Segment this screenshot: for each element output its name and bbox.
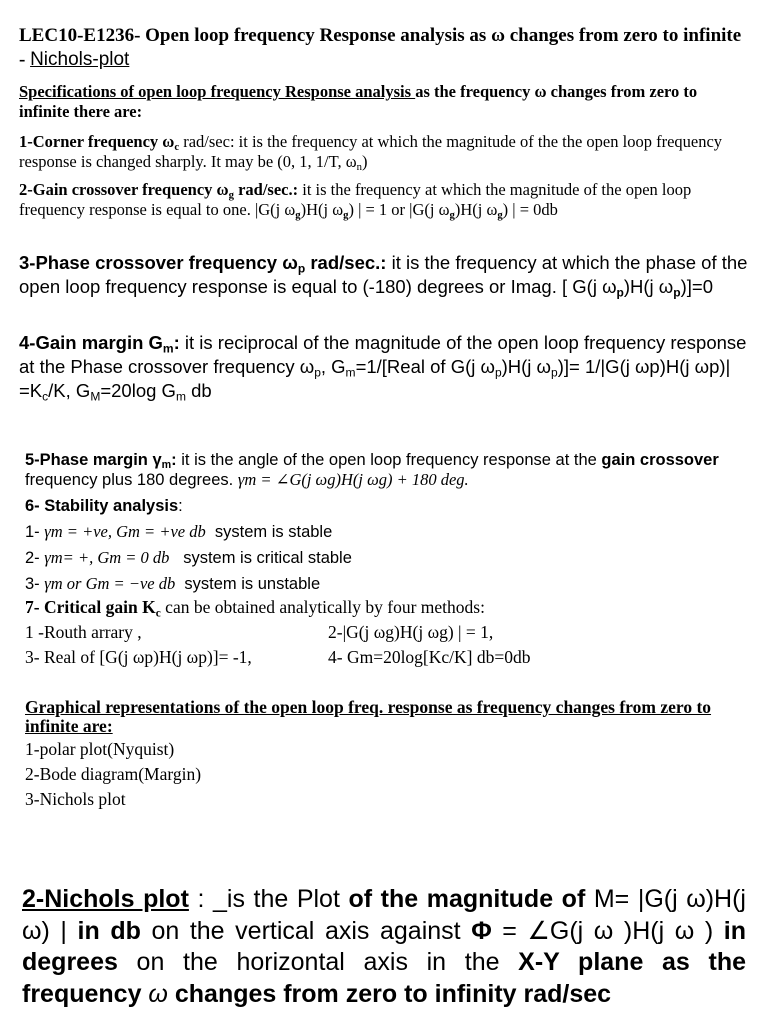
method-gain-margin: 4- Gm=20log[Kc/K] db=0db	[328, 647, 531, 667]
item2-eq1: )H(j ω	[300, 200, 344, 219]
nichols-b4: X-Y plane as the frequency	[22, 948, 746, 1008]
item-phase-crossover: 3-Phase crossover frequency $\omega_p$ rad/sec.: it is the frequency at which the phase of the open loop frequency response is equal to (-180) degrees or Imag. [ G(j $\omega_p)H(j$ $\omega_p)]=0$	[19, 252, 748, 300]
item4-t6: /K, G	[48, 380, 91, 401]
item6-head: 6- Stability analysis	[25, 497, 179, 515]
item5-text1: it is the angle of the open loop frequency response at the	[176, 451, 602, 469]
stability-row	[25, 545, 748, 571]
nichols-label: 2-Nichols plot	[22, 885, 189, 913]
item6-colon: :	[178, 497, 183, 515]
item3-head: 3-Phase crossover frequency ω	[19, 252, 298, 273]
item4-text: it is reciprocal of the magnitude of the open loop frequency response at the Phase crossover frequency ω	[19, 332, 747, 377]
item5-sub: m	[161, 459, 172, 472]
item4-t3: =1/[Real of G(j ω	[355, 356, 495, 377]
item1-head: 1-Corner frequency ω	[19, 132, 175, 151]
graphical-heading: Graphical representations of the open loop freq. response as frequency changes from zero to infinite are:	[25, 697, 712, 736]
item5-equation: γm = ∠G(j ωg)H(j ωg) + 180 deg.	[237, 470, 469, 489]
item2-eq3: )H(j ω	[454, 200, 498, 219]
stability-row-num: 3-	[25, 575, 45, 593]
page-title	[19, 24, 748, 72]
nichols-definition	[22, 884, 746, 1010]
specs-heading-rest: as the frequency ω changes from zero to infinite there are:	[19, 82, 698, 121]
stability-row	[25, 571, 748, 597]
item1-unit: rad/sec:	[179, 132, 235, 151]
item2-text: it is the frequency at which the magnitude of the open loop frequency response is equal to one. |G(j ω	[19, 180, 692, 219]
stability-row-num: 2-	[25, 549, 45, 567]
title-link-text: Nichols-plot	[30, 49, 130, 70]
stability-row-text: system is unstable	[184, 575, 321, 593]
stability-row-eq: γm = +ve, Gm = +ve db	[44, 522, 206, 541]
nichols-t2: M= |G(j ω)H(j ω) |	[22, 885, 746, 945]
graphical-section	[25, 698, 748, 812]
nichols-b1: of the magnitude of	[348, 885, 586, 913]
item5-text2: frequency plus 180 degrees.	[25, 471, 238, 489]
item5-colon: :	[171, 451, 177, 469]
graphical-item: 3-Nichols plot	[25, 789, 126, 809]
item2-eq4: ) | = 0db	[502, 200, 558, 219]
item1-sub: c	[174, 141, 180, 154]
item3-sub: p	[297, 261, 306, 276]
item-gain-margin: 4-Gain margin $G_m$: it is reciprocal of the magnitude of the open loop frequency response at the Phase crossover frequency $\omega_p$, $G_m=1/[Real$ of G(j $\omega_p)H(j$ $\omega_p)]= 1/|G(j$ ωp)H(j $\omega p)| =K_c/K$, $G_M=20\log$ $G_m$ db	[19, 332, 747, 404]
item-stability-analysis	[25, 494, 748, 597]
title-text: LEC10-E1236- Open loop frequency Response analysis as ω changes from zero to infinite -	[19, 25, 742, 70]
item5-head: 5-Phase margin γ	[25, 451, 162, 469]
nichols-t5: on the horizontal axis in the	[117, 948, 519, 976]
nichols-sep: : _	[188, 885, 227, 913]
item-critical-gain	[25, 595, 748, 670]
method-magnitude: 2-|G(j ωg)H(j ωg) | = 1,	[328, 622, 494, 642]
stability-row-eq: γm or Gm = −ve db	[44, 574, 176, 593]
specs-heading	[19, 82, 748, 122]
stability-row-eq: γm= +, Gm = 0 db	[44, 548, 170, 567]
item4-t4: )H(j ω	[501, 356, 552, 377]
item4-head: 4-Gain margin G	[19, 332, 163, 353]
item3-unit: rad/sec.:	[305, 252, 387, 273]
item4-t2: , G	[320, 356, 346, 377]
item2-head: 2-Gain crossover frequency ω	[19, 180, 229, 199]
item4-t8: db	[185, 380, 212, 401]
graphical-item: 1-polar plot(Nyquist)	[25, 739, 175, 759]
item3-text: it is the frequency at which the phase of the open loop frequency response is equal to (-180) degrees or Imag. [ G(j ω	[19, 252, 748, 297]
item-phase-margin	[25, 450, 748, 490]
item1-text: it is the frequency at which the magnitude of the the open loop frequency response is changed sharply. It may be (0, 1, 1/T, ω	[19, 132, 723, 171]
nichols-b5: changes from zero to infinity rad/sec	[174, 979, 612, 1008]
nichols-b3: in degrees	[22, 916, 746, 976]
item1-text-end: )	[361, 152, 368, 171]
item5-bold: gain crossover	[601, 451, 719, 469]
nichols-phi: Φ	[471, 916, 492, 945]
item3-mid: )H(j ω	[623, 276, 674, 297]
stability-row	[25, 519, 748, 545]
item7-text: can be obtained analytically by four methods:	[160, 597, 485, 617]
nichols-t1: is the Plot	[226, 885, 349, 913]
item7-sub: c	[155, 607, 161, 620]
item-gain-crossover: 2-Gain crossover frequency $\omega_g$ rad/sec.: it is the frequency at which the magnitude of the open loop frequency response is equal to one. |G(j $\omega_g)H(j$ $\omega_g$) | = 1 or |G(j $\omega_g)H(j$ $\omega_g$) | = 0db	[19, 180, 692, 222]
nichols-b2: in db	[77, 916, 141, 945]
item1-text-sub: n	[356, 161, 362, 174]
graphical-item: 2-Bode diagram(Margin)	[25, 764, 202, 784]
item4-colon: :	[173, 332, 180, 353]
stability-row-text: system is stable	[214, 523, 333, 541]
item7-head: 7- Critical gain K	[25, 597, 156, 617]
method-real-part: 3- Real of [G(j ωp)H(j ωp)]= -1,	[25, 647, 252, 667]
item4-sub-c: c	[42, 389, 49, 404]
item4-t5: )]= 1/|G(j ωp)H(j ωp)| =K	[19, 356, 731, 401]
stability-row-num: 1-	[25, 523, 45, 541]
nichols-t4: = ∠G(j ω )H(j ω )	[491, 916, 724, 945]
item-corner-frequency	[19, 132, 748, 172]
nichols-t6: ω	[141, 979, 175, 1008]
item3-end: )]=0	[680, 276, 714, 297]
item4-sub-M: M	[90, 389, 101, 404]
method-routh: 1 -Routh arrary ,	[25, 622, 142, 642]
nichols-t3: on the vertical axis against	[140, 916, 472, 945]
item4-sub: m	[162, 341, 174, 356]
specs-heading-underlined: Specifications of open loop frequency Response analysis	[19, 82, 416, 101]
stability-row-text: system is critical stable	[183, 549, 352, 567]
item2-unit: rad/sec.:	[233, 180, 299, 199]
item2-eq2: ) | = 1 or |G(j ω	[348, 200, 450, 219]
item4-t7: =20log G	[100, 380, 176, 401]
